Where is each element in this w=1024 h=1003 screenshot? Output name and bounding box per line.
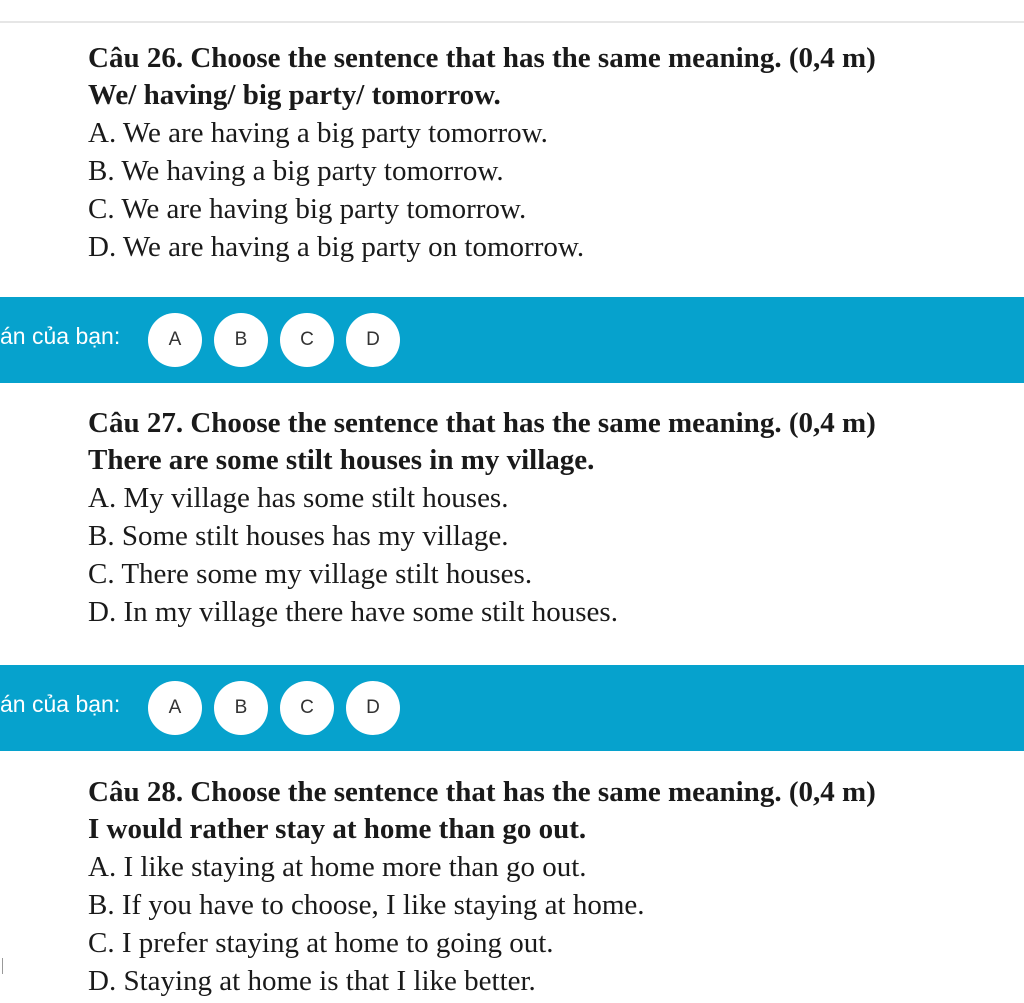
answer-choice-c[interactable]: C xyxy=(280,681,334,735)
question-28 xyxy=(88,774,1018,1000)
question-prompt: I would rather stay at home than go out. xyxy=(88,813,587,845)
question-title: Câu 27. Choose the sentence that has the same meaning. (0,4 m) xyxy=(88,407,876,439)
top-divider xyxy=(0,21,1024,23)
question-title: Câu 28. Choose the sentence that has the same meaning. (0,4 m) xyxy=(88,776,876,808)
answer-bar-26 xyxy=(0,297,1024,383)
option-c: C. I prefer staying at home to going out. xyxy=(88,927,554,959)
answer-choice-b[interactable]: B xyxy=(214,313,268,367)
answer-choice-a[interactable]: A xyxy=(148,681,202,735)
option-d: D. We are having a big party on tomorrow. xyxy=(88,231,585,263)
answer-choice-b[interactable]: B xyxy=(214,681,268,735)
question-26 xyxy=(88,40,1018,266)
question-27 xyxy=(88,405,1018,631)
answer-choice-d[interactable]: D xyxy=(346,313,400,367)
question-prompt: We/ having/ big party/ tomorrow. xyxy=(88,79,501,111)
option-a: A. My village has some stilt houses. xyxy=(88,482,509,514)
option-c: C. There some my village stilt houses. xyxy=(88,558,533,590)
edge-mark xyxy=(2,958,3,974)
question-prompt: There are some stilt houses in my village. xyxy=(88,444,595,476)
option-a: A. I like staying at home more than go out. xyxy=(88,851,587,883)
answer-choice-c[interactable]: C xyxy=(280,313,334,367)
option-c: C. We are having big party tomorrow. xyxy=(88,193,527,225)
option-a: A. We are having a big party tomorrow. xyxy=(88,117,548,149)
answer-choice-d[interactable]: D xyxy=(346,681,400,735)
answer-choice-a[interactable]: A xyxy=(148,313,202,367)
answer-label: án của bạn: xyxy=(0,323,121,349)
answer-label: án của bạn: xyxy=(0,691,121,717)
question-title: Câu 26. Choose the sentence that has the same meaning. (0,4 m) xyxy=(88,42,876,74)
option-d: D. In my village there have some stilt houses. xyxy=(88,596,618,628)
option-b: B. We having a big party tomorrow. xyxy=(88,155,504,187)
answer-bar-27 xyxy=(0,665,1024,751)
option-b: B. Some stilt houses has my village. xyxy=(88,520,509,552)
option-b: B. If you have to choose, I like staying at home. xyxy=(88,889,645,921)
option-d: D. Staying at home is that I like better. xyxy=(88,965,536,997)
